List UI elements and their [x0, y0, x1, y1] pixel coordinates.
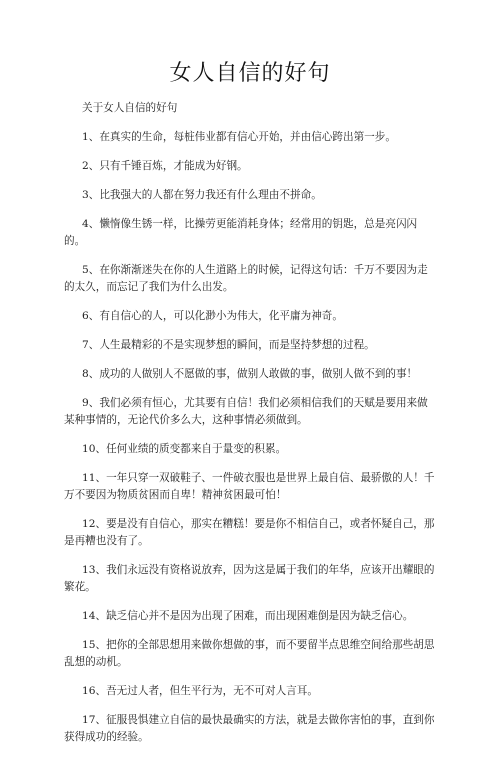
- list-item: 8、成功的人做别人不愿做的事，做别人敢做的事，做别人做不到的事！: [82, 368, 418, 380]
- document-body: [64, 100, 436, 758]
- list-item: 5、在你渐渐迷失在你的人生道路上的时候，记得这句话：千万不要因为走的太久，而忘记了我们为什么出发。: [64, 264, 428, 293]
- list-item: 6、有自信心的人，可以化渺小为伟大，化平庸为神奇。: [82, 310, 343, 322]
- list-item: 15、把你的全部思想用来做你想做的事，而不要留半点思维空间给那些胡思乱想的动机。: [64, 639, 435, 668]
- list-item: 16、吾无过人者，但生平行为，无不可对人言耳。: [82, 685, 318, 697]
- list-item: 17、征服畏惧建立自信的最快最确实的方法，就是去做你害怕的事，直到你获得成功的经验。: [64, 714, 435, 743]
- document-title: 女人自信的好句: [169, 61, 331, 86]
- list-item: 11、一年只穿一双破鞋子、一件破衣服也是世界上最自信、最骄傲的人！千万不要因为物质贫困而自卑！精神贫困最可怕！: [64, 472, 435, 501]
- list-item: 13、我们永远没有资格说放弃，因为这是属于我们的年华，应该开出耀眼的繁花。: [64, 564, 435, 593]
- list-item: 1、在真实的生命，每桩伟业都有信心开始，并由信心跨出第一步。: [82, 131, 396, 143]
- list-item: 3、比我强大的人都在努力我还有什么理由不拼命。: [82, 189, 322, 201]
- list-item: 12、要是没有自信心，那实在糟糕！要是你不相信自己，或者怀疑自己，那是再糟也没有了。: [64, 518, 435, 547]
- intro-text: 关于女人自信的好句: [82, 102, 178, 114]
- list-item: 7、人生最精彩的不是实现梦想的瞬间，而是坚持梦想的过程。: [82, 339, 375, 351]
- list-item: 9、我们必须有恒心，尤其要有自信！我们必须相信我们的天赋是要用来做某种事情的，无论代价多么大，这种事情必须做到。: [64, 397, 428, 426]
- list-item: 4、懒惰像生锈一样，比操劳更能消耗身体；经常用的钥匙，总是亮闪闪的。: [64, 218, 418, 247]
- list-item: 10、任何业绩的质变都来自于量变的积累。: [82, 443, 287, 455]
- list-item: 14、缺乏信心并不是因为出现了困难，而出现困难倒是因为缺乏信心。: [82, 610, 414, 622]
- intro-paragraph: [64, 100, 436, 117]
- list-item: 2、只有千锤百炼，才能成为好钢。: [82, 160, 248, 172]
